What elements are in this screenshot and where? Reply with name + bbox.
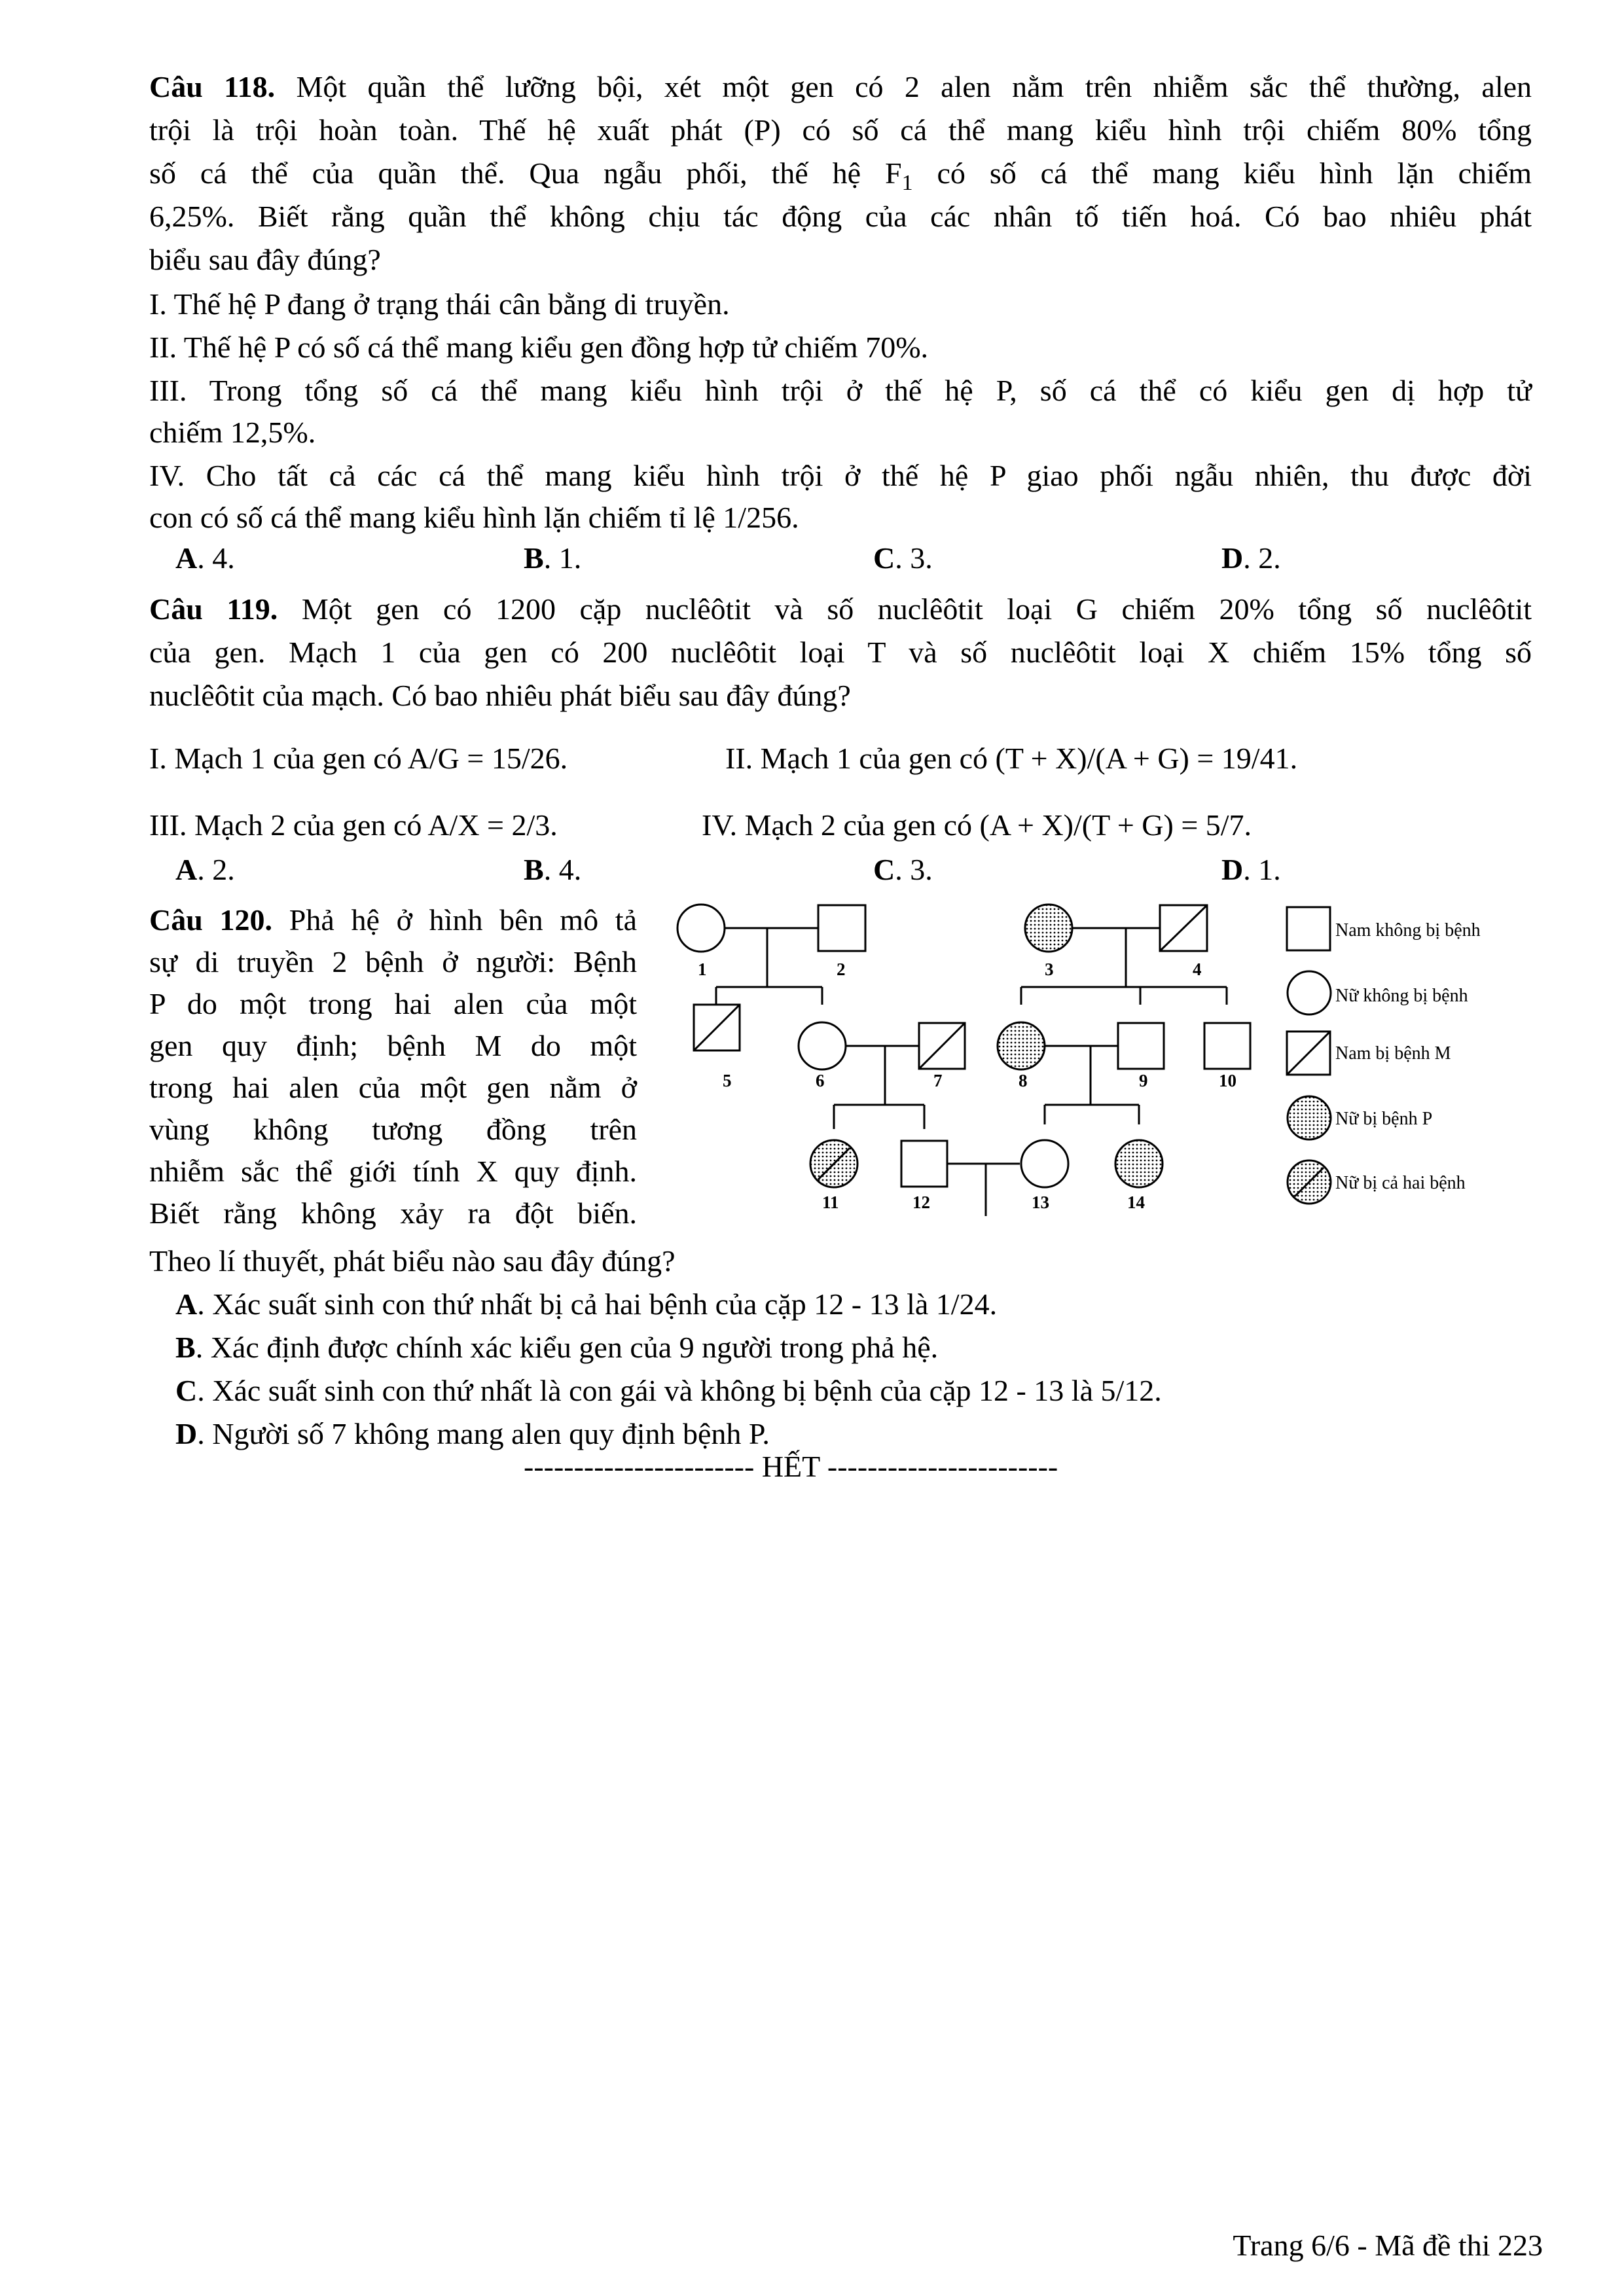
pedigree-number: 11 (822, 1193, 839, 1212)
person-3 (1025, 905, 1072, 952)
q118-label: Câu 118. (149, 70, 276, 103)
q119-statement-1: I. Mạch 1 của gen có A/G = 15/26. (149, 742, 568, 775)
q118-line-5: biểu sau đây đúng? (149, 243, 381, 276)
q119-statement-4: IV. Mạch 2 của gen có (A + X)/(T + G) = 5/7. (702, 808, 1252, 842)
person-6 (799, 1022, 846, 1069)
q120-line-2: sự di truyền 2 bệnh ở người: Bệnh (149, 945, 637, 978)
q118-statement-2: II. Thế hệ P có số cá thể mang kiểu gen đồng hợp tử chiếm 70%. (149, 331, 929, 364)
person-8 (998, 1022, 1045, 1069)
end-marker: ----------------------- HẾT ----------------------- (524, 1450, 1058, 1483)
page-footer: Trang 6/6 - Mã đề thi 223 (1233, 2229, 1543, 2262)
q118-statement-4: IV. Cho tất cả các cá thể mang kiểu hình trội ở thế hệ P giao phối ngẫu nhiên, thu được đời (149, 459, 1532, 492)
q120-option-a[interactable]: A. Xác suất sinh con thứ nhất bị cả hai bệnh của cặp 12 - 13 là 1/24. (175, 1287, 998, 1321)
legend-male-healthy-symbol (1287, 907, 1330, 950)
pedigree-number: 5 (723, 1071, 732, 1090)
legend-label: Nam không bị bệnh (1335, 920, 1481, 941)
legend-female-healthy-symbol (1288, 971, 1331, 1014)
pedigree-number: 3 (1045, 960, 1054, 979)
legend-label: Nữ bị bệnh P (1335, 1109, 1433, 1129)
q120-option-c[interactable]: C. Xác suất sinh con thứ nhất là con gái và không bị bệnh của cặp 12 - 13 là 5/12. (175, 1374, 1162, 1407)
pedigree-number: 14 (1127, 1193, 1145, 1212)
q118-statement-4-cont: con có số cá thể mang kiểu hình lặn chiếm tỉ lệ 1/256. (149, 501, 799, 534)
pedigree-number: 7 (933, 1071, 943, 1090)
q119-label: Câu 119. (149, 592, 278, 626)
q119-line-3: nuclêôtit của mạch. Có bao nhiêu phát biểu sau đây đúng? (149, 679, 851, 712)
legend-label: Nữ bị cả hai bệnh (1335, 1173, 1466, 1193)
pedigree-number: 9 (1139, 1071, 1148, 1090)
q119-option-c[interactable]: C. 3. (873, 853, 933, 886)
q119-statement-3: III. Mạch 2 của gen có A/X = 2/3. (149, 808, 558, 842)
q120-line-8: Biết rằng không xảy ra đột biến. (149, 1196, 637, 1230)
q119-option-b[interactable]: B. 4. (524, 853, 582, 886)
pedigree-number: 4 (1193, 960, 1202, 979)
q120-line-7: nhiễm sắc thể giới tính X quy định. (149, 1155, 637, 1188)
q118-line-2: trội là trội hoàn toàn. Thế hệ xuất phát (P) có số cá thể mang kiểu hình trội chiếm 80% tổng (149, 113, 1532, 147)
q118-line-1: Câu 118. Một quần thể lưỡng bội, xét một gen có 2 alen nằm trên nhiễm sắc thể thường, alen (149, 70, 1532, 103)
q118-statement-3-cont: chiếm 12,5%. (149, 416, 316, 449)
q118-statement-1: I. Thế hệ P đang ở trạng thái cân bằng di truyền. (149, 287, 730, 321)
q120-line-6: vùng không tương đồng trên (149, 1113, 637, 1146)
q119-option-a[interactable]: A. 2. (175, 853, 235, 886)
q119-statement-2: II. Mạch 1 của gen có (T + X)/(A + G) = 19/41. (725, 742, 1298, 775)
q120-line-1: Câu 120. Phả hệ ở hình bên mô tả (149, 903, 638, 937)
pedigree-number: 6 (816, 1071, 825, 1090)
q120-option-d[interactable]: D. Người số 7 không mang alen quy định bệnh P. (175, 1417, 770, 1450)
person-10 (1204, 1023, 1250, 1069)
person-14 (1115, 1140, 1163, 1187)
pedigree-number: 13 (1032, 1193, 1049, 1212)
person-2 (818, 905, 865, 951)
legend-label: Nam bị bệnh M (1335, 1043, 1451, 1064)
q118-option-d[interactable]: D. 2. (1221, 541, 1281, 575)
pedigree-number: 12 (912, 1193, 930, 1212)
person-13 (1021, 1140, 1068, 1187)
person-9 (1118, 1023, 1164, 1069)
pedigree-number: 2 (837, 960, 846, 979)
q119-line-2: của gen. Mạch 1 của gen có 200 nuclêôtit loại T và số nuclêôtit loại X chiếm 15% tổng số (149, 636, 1532, 669)
legend-label: Nữ không bị bệnh (1335, 986, 1468, 1006)
q119-option-d[interactable]: D. 1. (1221, 853, 1281, 886)
q118-option-a[interactable]: A. 4. (175, 541, 235, 575)
q118-option-b[interactable]: B. 1. (524, 541, 582, 575)
q120-line-5: trong hai alen của một gen nằm ở (149, 1071, 637, 1104)
q120-line-3: P do một trong hai alen của một (149, 987, 637, 1020)
q118-line-4: 6,25%. Biết rằng quần thể không chịu tác động của các nhân tố tiến hoá. Có bao nhiêu phát (149, 200, 1532, 233)
q120-option-b[interactable]: B. Xác định được chính xác kiểu gen của 9 người trong phả hệ. (175, 1331, 939, 1364)
q120-label: Câu 120. (149, 903, 273, 937)
q118-line-3: số cá thể của quần thể. Qua ngẫu phối, thế hệ $F_1$ có số cá thể mang kiểu hình lặn chiếm (149, 156, 1532, 196)
legend-female-p-symbol (1288, 1096, 1331, 1139)
pedigree-number: 8 (1019, 1071, 1028, 1090)
pedigree-number: 1 (698, 960, 707, 979)
person-1 (677, 905, 725, 952)
q120-line-4: gen quy định; bệnh M do một (149, 1029, 637, 1062)
q119-line-1: Câu 119. Một gen có 1200 cặp nuclêôtit và số nuclêôtit loại G chiếm 20% tổng số nuclêôtit (149, 592, 1532, 626)
q118-option-c[interactable]: C. 3. (873, 541, 933, 575)
person-12 (901, 1141, 947, 1187)
q118-statement-3: III. Trong tổng số cá thể mang kiểu hình trội ở thế hệ P, số cá thể có kiểu gen dị hợp tử (149, 374, 1532, 407)
q120-question-tail: Theo lí thuyết, phát biểu nào sau đây đúng? (149, 1244, 676, 1278)
pedigree-number: 10 (1219, 1071, 1236, 1090)
